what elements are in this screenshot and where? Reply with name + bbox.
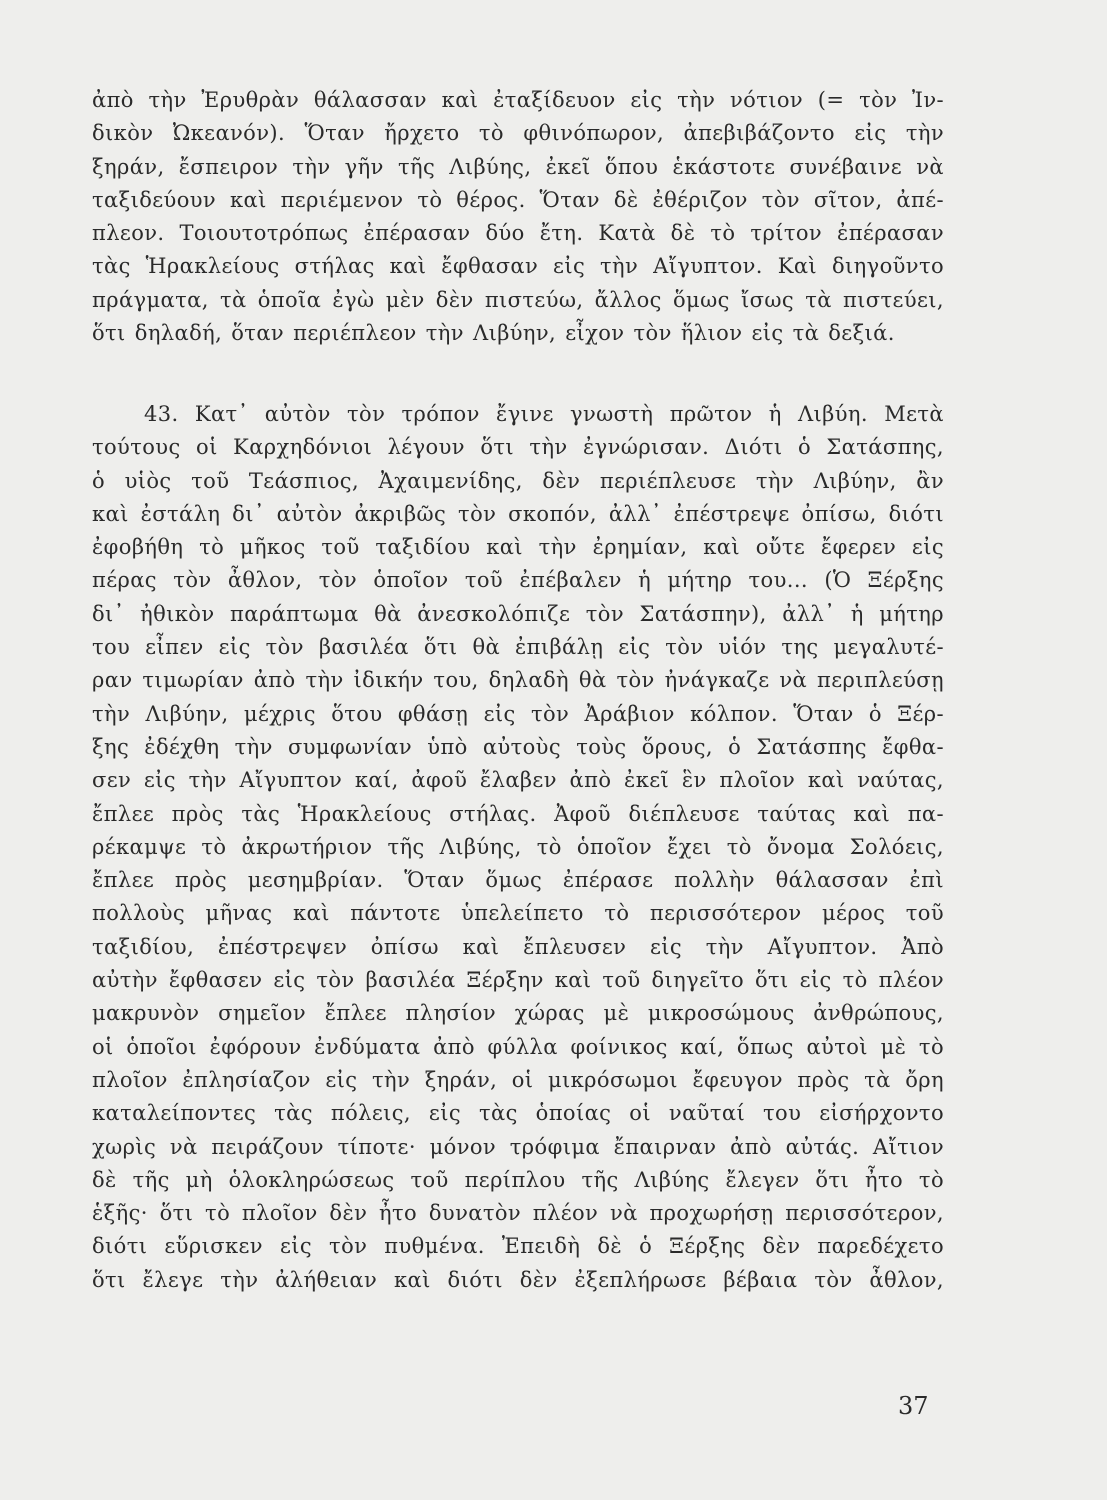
text-line: πράγματα, τὰ ὁποῖα ἐγὼ μὲν δὲν πιστεύω, ἄλλος ὅμως ἴσως τὰ πιστεύει, (92, 287, 944, 312)
text-line: διότι εὕρισκεν εἰς τὸν πυθμένα. Ἐπειδὴ δὲ ὁ Ξέρξης δὲν παρεδέχετο (92, 1234, 944, 1259)
text-line: ξης ἐδέχθη τὴν συμφωνίαν ὑπὸ αὐτοὺς τοὺς ὅρους, ὁ Σατάσπης ἔφθα- (92, 734, 944, 759)
text-line: ταξιδεύουν καὶ περιέμενον τὸ θέρος. Ὅταν δὲ ἐθέριζον τὸν σῖτον, ἀπέ- (92, 187, 944, 212)
text-line: οἱ ὁποῖοι ἐφόρουν ἐνδύματα ἀπὸ φύλλα φοίνικος καί, ὅπως αὐτοὶ μὲ τὸ (92, 1034, 944, 1059)
text-line: ἔπλεε πρὸς μεσημβρίαν. Ὅταν ὅμως ἐπέρασε πολλὴν θάλασσαν ἐπὶ (92, 868, 944, 893)
text-line: του εἶπεν εἰς τὸν βασιλέα ὅτι θὰ ἐπιβάλῃ εἰς τὸν υἱόν της μεγαλυτέ- (92, 635, 944, 660)
page-number: 37 (898, 1392, 929, 1420)
text-line: ὅτι δηλαδή, ὅταν περιέπλεον τὴν Λιβύην, εἶχον τὸν ἥλιον εἰς τὰ δεξιά. (92, 321, 895, 346)
text-line: πολλοὺς μῆνας καὶ πάντοτε ὑπελείπετο τὸ περισσότερον μέρος τοῦ (92, 901, 944, 926)
text-line: πέρας τὸν ἆθλον, τὸν ὁποῖον τοῦ ἐπέβαλεν ἡ μήτηρ του... (Ὁ Ξέρξης (92, 568, 944, 593)
text-line: ὁ υἱὸς τοῦ Τεάσπιος, Ἀχαιμενίδης, δὲν περιέπλευσε τὴν Λιβύην, ἂν (92, 468, 944, 493)
text-line: ἐφοβήθη τὸ μῆκος τοῦ ταξιδίου καὶ τὴν ἐρημίαν, καὶ οὔτε ἔφερεν εἰς (92, 535, 944, 560)
text-line: δὲ τῆς μὴ ὁλοκληρώσεως τοῦ περίπλου τῆς Λιβύης ἔλεγεν ὅτι ἦτο τὸ (92, 1167, 944, 1192)
text-line: χωρὶς νὰ πειράζουν τίποτε· μόνον τρόφιμα ἔπαιρναν ἀπὸ αὐτάς. Αἴτιον (92, 1134, 944, 1159)
text-line: αὐτὴν ἔφθασεν εἰς τὸν βασιλέα Ξέρξην καὶ τοῦ διηγεῖτο ὅτι εἰς τὸ πλέον (92, 968, 944, 993)
text-line: ρέκαμψε τὸ ἀκρωτήριον τῆς Λιβύης, τὸ ὁποῖον ἔχει τὸ ὄνομα Σολόεις, (92, 834, 944, 859)
text-line: τὰς Ἡρακλείους στήλας καὶ ἔφθασαν εἰς τὴν Αἴγυπτον. Καὶ διηγοῦντο (92, 254, 944, 279)
text-line: καὶ ἐστάλη δι᾿ αὐτὸν ἀκριβῶς τὸν σκοπόν, ἀλλ᾿ ἐπέστρεψε ὀπίσω, διότι (92, 501, 944, 526)
paragraph-1 (92, 84, 944, 350)
text-line: μακρυνὸν σημεῖον ἔπλεε πλησίον χώρας μὲ μικροσώμους ἀνθρώπους, (92, 1001, 944, 1026)
text-line: πλεον. Τοιουτοτρόπως ἐπέρασαν δύο ἔτη. Κατὰ δὲ τὸ τρίτον ἐπέρασαν (92, 221, 944, 246)
text-line: ἀπὸ τὴν Ἐρυθρὰν θάλασσαν καὶ ἐταξίδευον εἰς τὴν νότιον (= τὸν Ἰν- (92, 88, 944, 112)
text-line: ἔπλεε πρὸς τὰς Ἡρακλείους στήλας. Ἀφοῦ διέπλευσε ταύτας καὶ πα- (92, 801, 944, 826)
text-line: ραν τιμωρίαν ἀπὸ τὴν ἰδικήν του, δηλαδὴ θὰ τὸν ἠνάγκαζε νὰ περιπλεύσῃ (92, 668, 944, 693)
text-line: δικὸν Ὠκεανόν). Ὅταν ἤρχετο τὸ φθινόπωρον, ἀπεβιβάζοντο εἰς τὴν (92, 121, 944, 146)
text-line: τὴν Λιβύην, μέχρις ὅτου φθάσῃ εἰς τὸν Ἀράβιον κόλπον. Ὅταν ὁ Ξέρ- (92, 701, 944, 726)
paragraph-2 (92, 398, 944, 1297)
text-line: ξηράν, ἔσπειρον τὴν γῆν τῆς Λιβύης, ἐκεῖ ὅπου ἑκάστοτε συνέβαινε νὰ (92, 154, 944, 179)
text-line: σεν εἰς τὴν Αἴγυπτον καί, ἀφοῦ ἔλαβεν ἀπὸ ἐκεῖ ἓν πλοῖον καὶ ναύτας, (92, 768, 944, 793)
text-line: ὅτι ἔλεγε τὴν ἀλήθειαν καὶ διότι δὲν ἐξεπλήρωσε βέβαια τὸν ἆθλον, (92, 1267, 944, 1292)
text-line: ταξιδίου, ἐπέστρεψεν ὀπίσω καὶ ἔπλευσεν εἰς τὴν Αἴγυπτον. Ἀπὸ (92, 934, 944, 959)
text-line: 43. Κατ᾿ αὐτὸν τὸν τρόπον ἔγινε γνωστὴ πρῶτον ἡ Λιβύη. Μετὰ (144, 402, 944, 426)
text-line: πλοῖον ἐπλησίαζον εἰς τὴν ξηράν, οἱ μικρόσωμοι ἔφευγον πρὸς τὰ ὄρη (92, 1067, 944, 1092)
text-line: δι᾿ ἠθικὸν παράπτωμα θὰ ἀνεσκολόπιζε τὸν Σατάσπην), ἀλλ᾿ ἡ μήτηρ (92, 601, 944, 626)
text-line: τούτους οἱ Καρχηδόνιοι λέγουν ὅτι τὴν ἐγνώρισαν. Διότι ὁ Σατάσπης, (92, 435, 944, 460)
text-line: ἑξῆς· ὅτι τὸ πλοῖον δὲν ἦτο δυνατὸν πλέον νὰ προχωρήσῃ περισσότερον, (92, 1201, 944, 1226)
text-line: καταλείποντες τὰς πόλεις, εἰς τὰς ὁποίας οἱ ναῦταί του εἰσήρχοντο (92, 1101, 944, 1126)
